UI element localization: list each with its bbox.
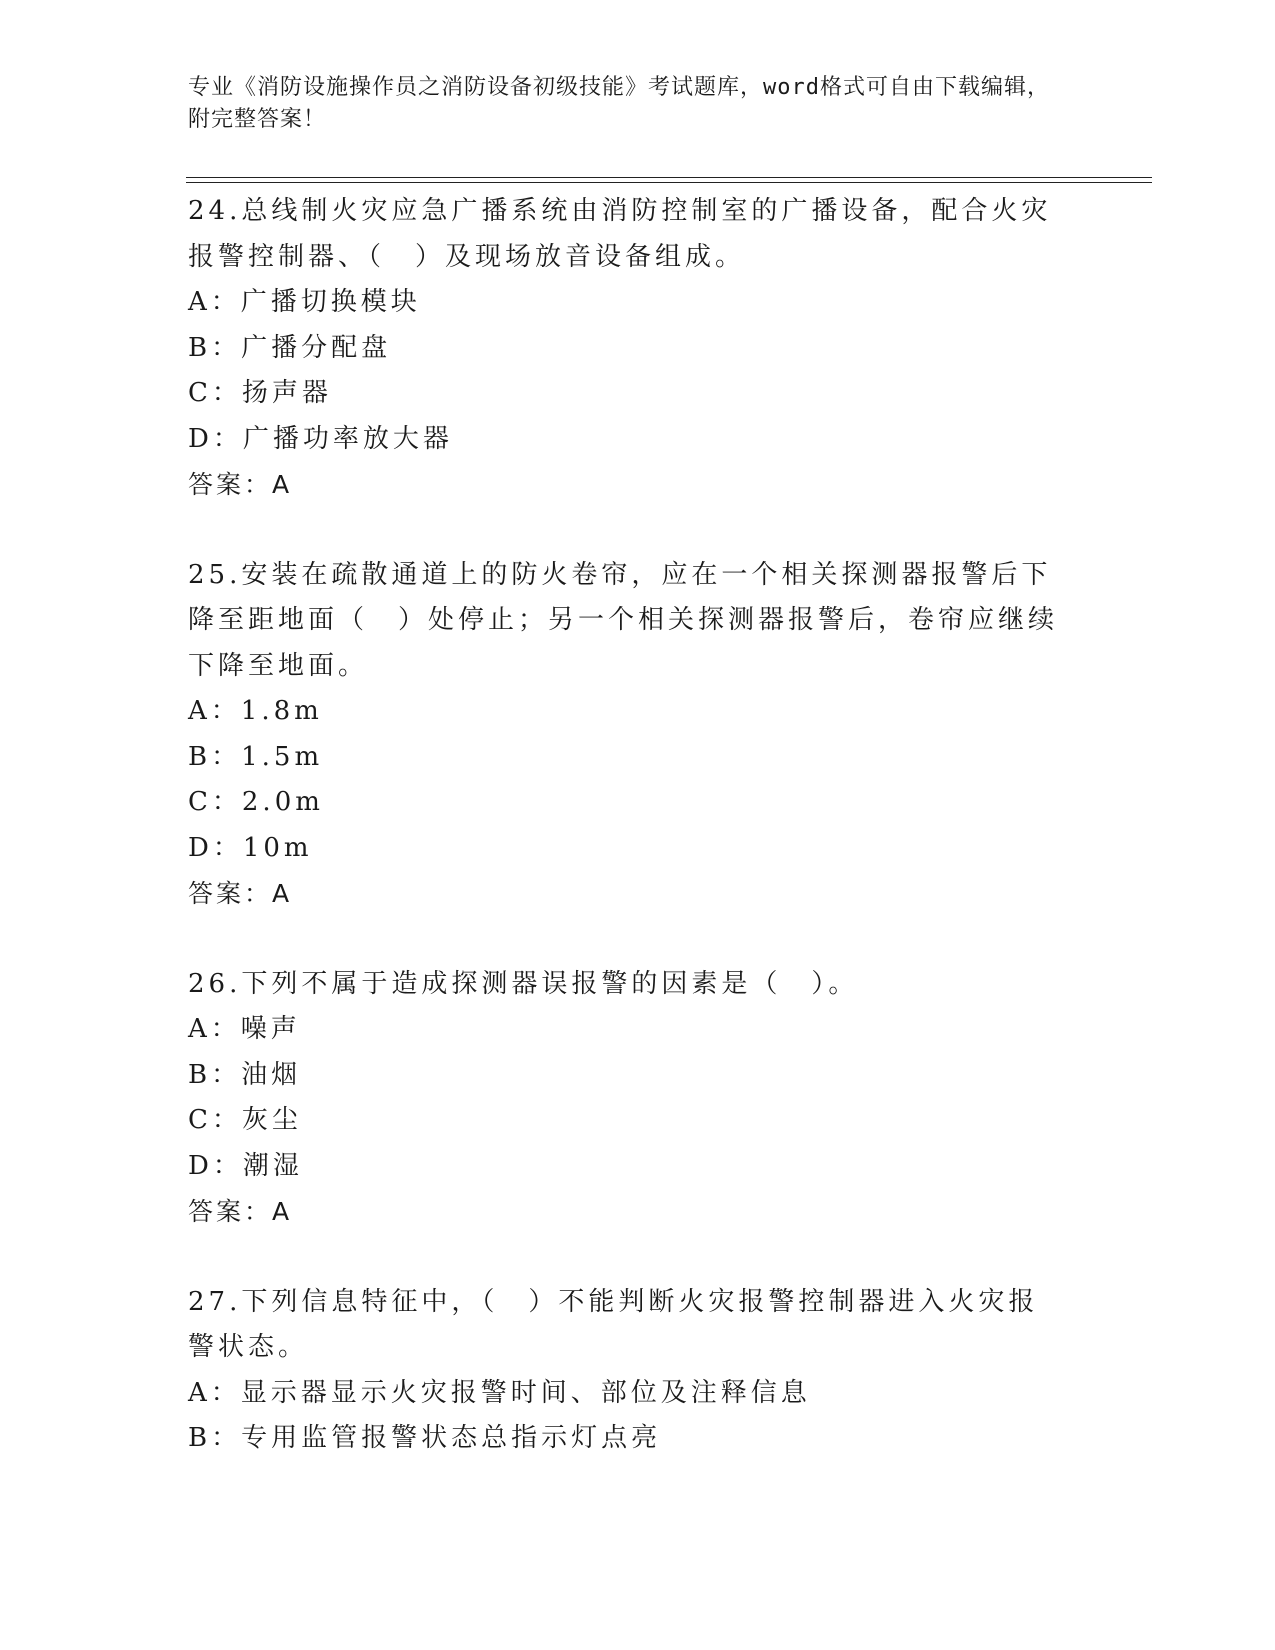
answer: 答案：A — [188, 879, 293, 908]
option-b: B：1.5m — [188, 741, 324, 772]
question-list — [188, 189, 1088, 1507]
page-header: 专业《消防设施操作员之消防设备初级技能》考试题库，word格式可自由下载编辑，附完整答案！ — [188, 75, 1050, 132]
question-25 — [188, 553, 1088, 917]
answer: 答案：A — [188, 470, 293, 499]
question-stem: 26.下列不属于造成探测器误报警的因素是（ ）。 — [188, 968, 859, 999]
question-24 — [188, 189, 1088, 508]
question-stem: 27.下列信息特征中，（ ）不能判断火灾报警控制器进入火灾报警状态。 — [188, 1286, 1039, 1362]
header-rule-top — [186, 177, 1152, 178]
option-c: C：扬声器 — [188, 378, 332, 408]
question-26 — [188, 962, 1088, 1235]
option-a: A：显示器显示火灾报警时间、部位及注释信息 — [188, 1377, 811, 1408]
option-d: D：潮湿 — [188, 1150, 303, 1181]
option-d: D：广播功率放大器 — [188, 423, 453, 454]
option-d: D：10m — [188, 832, 313, 863]
option-a: A：广播切换模块 — [188, 287, 421, 317]
option-b: B：油烟 — [188, 1059, 302, 1090]
header-rule-bottom — [186, 182, 1152, 183]
question-stem: 24.总线制火灾应急广播系统由消防控制室的广播设备，配合火灾报警控制器、（ ）及现场放音设备组成。 — [188, 196, 1052, 272]
answer: 答案：A — [188, 1197, 293, 1226]
option-a: A：噪声 — [188, 1014, 301, 1044]
question-stem: 25.安装在疏散通道上的防火卷帘，应在一个相关探测器报警后下降至距地面（ ）处停止；另一个相关探测器报警后，卷帘应继续下降至地面。 — [188, 559, 1059, 681]
option-a: A：1.8m — [188, 696, 323, 726]
question-27 — [188, 1280, 1088, 1462]
option-c: C：灰尘 — [188, 1105, 302, 1135]
option-b: B：广播分配盘 — [188, 332, 392, 363]
option-c: C：2.0m — [188, 787, 324, 817]
option-b: B：专用监管报警状态总指示灯点亮 — [188, 1423, 662, 1453]
